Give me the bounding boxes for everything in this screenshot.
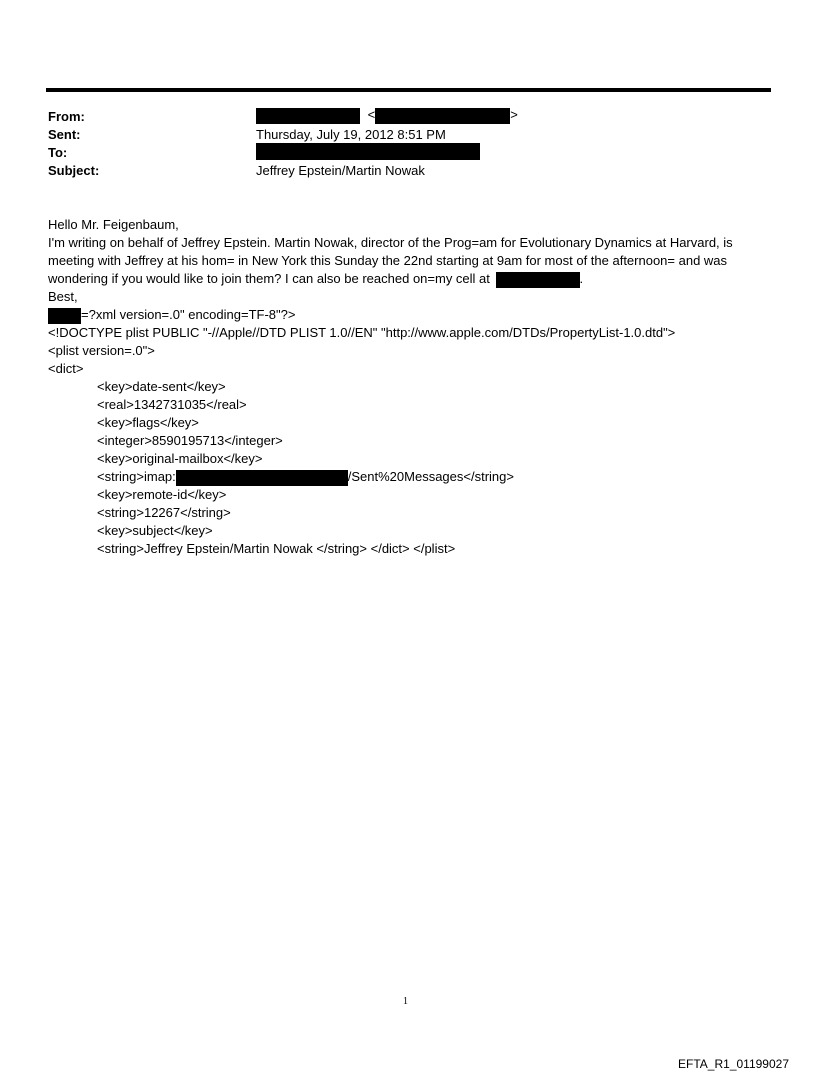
- from-label: From:: [48, 109, 85, 124]
- signoff: Best,: [48, 289, 78, 304]
- sent-label: Sent:: [48, 127, 81, 142]
- redaction-block: [375, 108, 510, 124]
- plist-line: <integer>8590195713</integer>: [97, 433, 283, 448]
- xml-declaration: [48, 306, 295, 324]
- plist-line: <string>Jeffrey Epstein/Martin Nowak </string> </dict> </plist>: [97, 541, 456, 556]
- subject-value: Jeffrey Epstein/Martin Nowak: [256, 163, 425, 178]
- body-line-3-end: .: [579, 271, 584, 286]
- from-open-bracket: <: [367, 107, 376, 122]
- document-id: EFTA_R1_01199027: [678, 1057, 789, 1071]
- header-rule: [46, 88, 771, 92]
- body-line-3: [48, 270, 583, 288]
- imap-suffix: /Sent%20Messages</string>: [347, 469, 514, 484]
- body-line-1: I'm writing on behalf of Jeffrey Epstein. Martin Nowak, director of the Prog=am for Evolutionary Dynamics at Harvard, is: [48, 235, 733, 250]
- plist-line: <key>date-sent</key>: [97, 379, 226, 394]
- to-redaction-block: [256, 143, 480, 160]
- phone-redaction-block: [496, 272, 580, 288]
- plist-line: <key>flags</key>: [97, 415, 199, 430]
- xml-declaration-text: =?xml version=.0" encoding=TF-8"?>: [81, 307, 296, 322]
- from-close-bracket: >: [510, 107, 518, 122]
- plist-line: <key>subject</key>: [97, 523, 213, 538]
- dict-open-line: <dict>: [48, 361, 84, 376]
- sent-value: Thursday, July 19, 2012 8:51 PM: [256, 127, 446, 142]
- subject-label: Subject:: [48, 163, 100, 178]
- plist-line: <string>12267</string>: [97, 505, 231, 520]
- page-number: 1: [403, 996, 408, 1007]
- plist-open-line: <plist version=.0">: [48, 343, 155, 358]
- signature-redaction-block: [48, 308, 81, 324]
- body-line-3-text: wondering if you would like to join them? I can also be reached on=my cell at: [48, 271, 490, 286]
- to-label: To:: [48, 145, 68, 160]
- plist-line: <key>original-mailbox</key>: [97, 451, 263, 466]
- plist-line: <key>remote-id</key>: [97, 487, 227, 502]
- greeting: Hello Mr. Feigenbaum,: [48, 217, 179, 232]
- redaction-block: [256, 108, 360, 124]
- body-line-2: meeting with Jeffrey at his hom= in New York this Sunday the 22nd starting at 9am for most of the afternoon= and was: [48, 253, 728, 268]
- plist-line: <real>1342731035</real>: [97, 397, 247, 412]
- plist-imap-line: [97, 468, 514, 486]
- imap-prefix: <string>imap:: [97, 469, 176, 484]
- from-value: [256, 106, 518, 124]
- mailbox-redaction-block: [176, 470, 348, 486]
- doctype-line: <!DOCTYPE plist PUBLIC "-//Apple//DTD PLIST 1.0//EN" "http://www.apple.com/DTDs/PropertyList-1.0.dtd">: [48, 325, 676, 340]
